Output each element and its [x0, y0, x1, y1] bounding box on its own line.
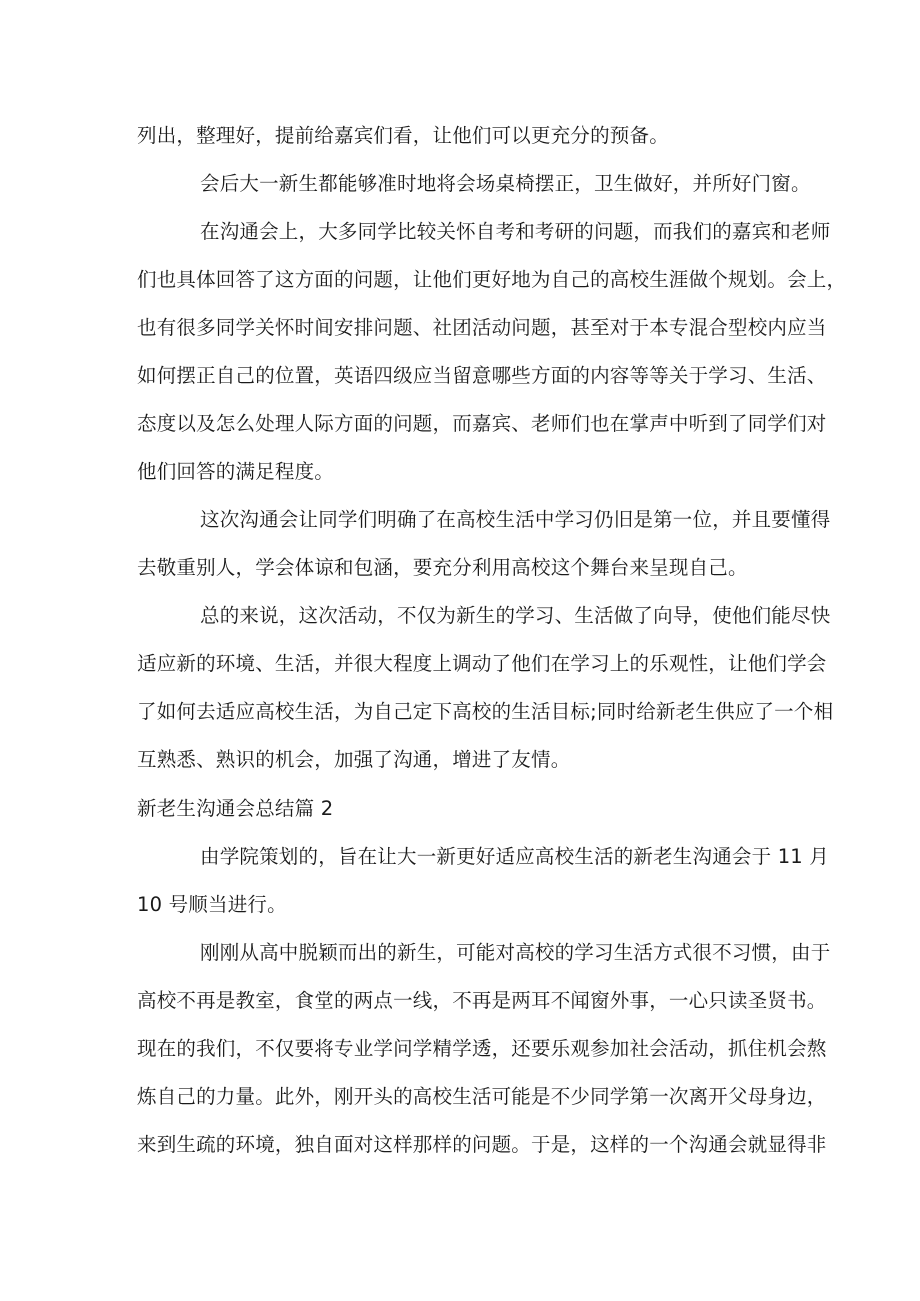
text-line: 去敬重别人，学会体谅和包涵，要充分利用高校这个舞台来呈现自己。	[137, 556, 748, 579]
text-line: 炼自己的力量。此外，刚开头的高校生活可能是不少同学第一次离开父母身边，	[137, 1085, 827, 1108]
text-line: 们也具体回答了这方面的问题，让他们更好地为自己的高校生涯做个规划。会上，	[137, 268, 847, 291]
text-line: 这次沟通会让同学们明确了在高校生活中学习仍旧是第一位，并且要懂得	[200, 508, 831, 531]
text-line: 列出，整理好，提前给嘉宾们看，让他们可以更充分的预备。	[137, 124, 669, 147]
text-line: 在沟通会上，大多同学比较关怀自考和考研的问题，而我们的嘉宾和老师	[200, 220, 831, 243]
text-line: 由学院策划的，旨在让大一新更好适应高校生活的新老生沟通会于 11 月	[200, 845, 830, 868]
text-line: 他们回答的满足程度。	[137, 460, 335, 483]
text-line: 总的来说，这次活动，不仅为新生的学习、生活做了向导，使他们能尽快	[200, 604, 831, 627]
text-line: 10 号顺当进行。	[137, 893, 287, 916]
text-line: 互熟悉、熟识的机会，加强了沟通，增进了友情。	[137, 748, 571, 771]
text-line: 来到生疏的环境，独自面对这样那样的问题。于是，这样的一个沟通会就显得非	[137, 1133, 827, 1156]
text-line: 现在的我们，不仅要将专业学问学精学透，还要乐观参加社会活动，抓住机会熬	[137, 1037, 827, 1060]
text-line: 了如何去适应高校生活，为自己定下高校的生活目标;同时给新老生供应了一个相	[137, 700, 834, 723]
text-line: 态度以及怎么处理人际方面的问题，而嘉宾、老师们也在掌声中听到了同学们对	[137, 412, 827, 435]
text-line: 高校不再是教室，食堂的两点一线，不再是两耳不闻窗外事，一心只读圣贤书。	[137, 989, 827, 1012]
text-line: 刚刚从高中脱颖而出的新生，可能对高校的学习生活方式很不习惯，由于	[200, 941, 831, 964]
text-line: 也有很多同学关怀时间安排问题、社团活动问题，甚至对于本专混合型校内应当	[137, 316, 827, 339]
text-line: 适应新的环境、生活，并很大程度上调动了他们在学习上的乐观性，让他们学会	[137, 652, 827, 675]
text-line: 如何摆正自己的位置，英语四级应当留意哪些方面的内容等等关于学习、生活、	[137, 364, 827, 387]
section-heading: 新老生沟通会总结篇 2	[137, 797, 334, 820]
text-line: 会后大一新生都能够准时地将会场桌椅摆正，卫生做好，并所好门窗。	[200, 172, 811, 195]
